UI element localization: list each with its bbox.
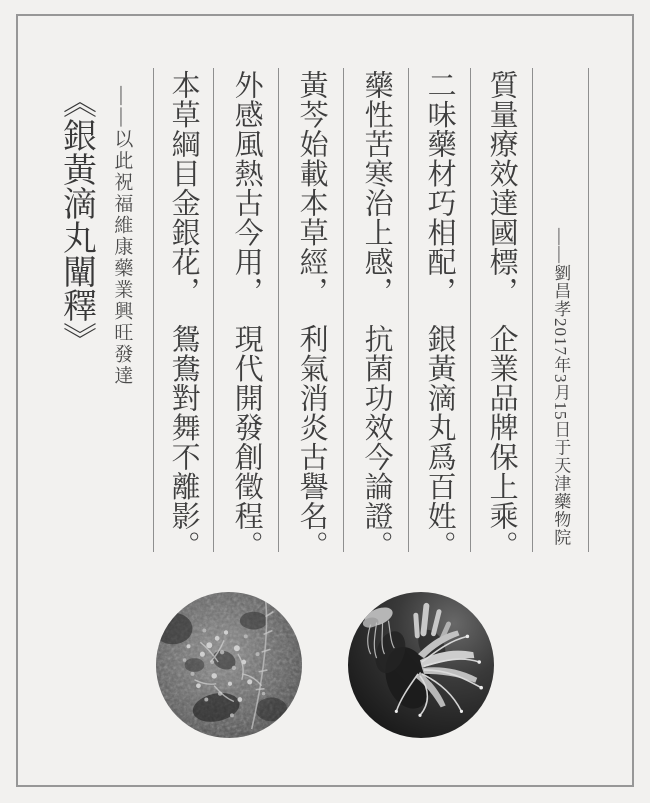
poem-line: 二味藥材巧相配，: [423, 70, 456, 306]
dedication-note: [108, 86, 134, 387]
poem-line: 鴛鴦對舞不離影。: [167, 324, 200, 560]
poem-line: 本草綱目金銀花，: [167, 70, 200, 306]
page-title-text: 《銀黃滴丸闡釋》: [57, 84, 95, 356]
honeysuckle-photo-art: [347, 591, 495, 739]
poem-column-2: [419, 70, 459, 560]
column-rule: [470, 68, 471, 552]
poem-column-5: [226, 70, 266, 560]
poem-line: 現代開發創徵程。: [230, 324, 263, 560]
shrub-photo-art: [155, 591, 303, 739]
honeysuckle-photo: [347, 591, 495, 739]
poem-line: 抗菌功效今論證。: [360, 324, 393, 560]
poem-line: 質量療效達國標，: [485, 70, 518, 306]
column-rule: [213, 68, 214, 552]
poem-line: 銀黃滴丸爲百姓。: [423, 324, 456, 560]
column-rule: [408, 68, 409, 552]
poem-line: 企業品牌保上乘。: [485, 324, 518, 560]
poem-line: 黃芩始載本草經，: [295, 70, 328, 306]
poem-line: 利氣消炎古譽名。: [295, 324, 328, 560]
column-rule: [343, 68, 344, 552]
column-rule: [153, 68, 154, 552]
poem-column-4: [291, 70, 331, 560]
poem-line: 外感風熱古今用，: [230, 70, 263, 306]
poem-column-3: [356, 70, 396, 560]
dedication-text: ——以此祝福維康藥業興旺發達: [111, 86, 133, 387]
poem-line: 藥性苦寒治上感，: [360, 70, 393, 306]
column-rule: [278, 68, 279, 552]
attribution: [548, 228, 572, 547]
column-rule: [588, 68, 589, 552]
column-rule: [532, 68, 533, 552]
attribution-text: ——劉昌孝2017年3月15日于天津藥物院: [551, 228, 571, 547]
shrub-photo: [155, 591, 303, 739]
poem-column-6: [163, 70, 203, 560]
page-title: [54, 84, 98, 356]
poem-column-1: [481, 70, 521, 560]
